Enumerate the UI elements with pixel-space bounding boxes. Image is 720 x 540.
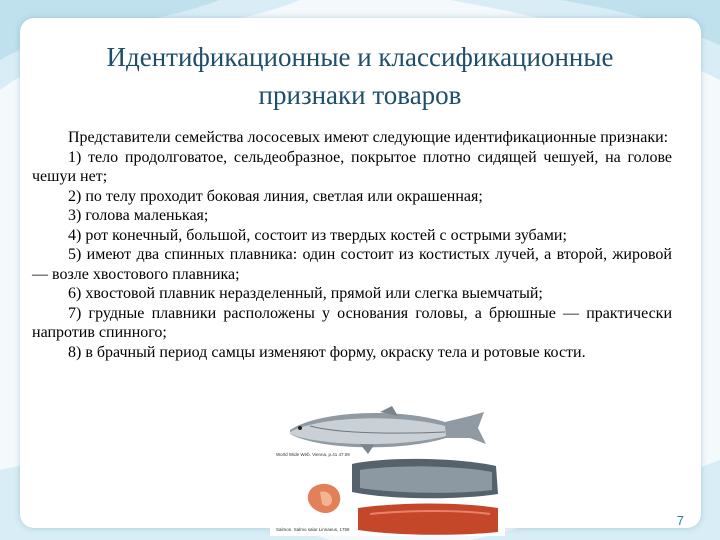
body-text — [32, 128, 672, 362]
feature-item-2: 2) по телу проходит боковая линия, светлая или окрашенная; — [68, 187, 483, 205]
caption-top: World Wide Web. Vienna, p.41 47.09 — [276, 452, 350, 457]
feature-item-1: 1) тело продолговатое, сельдеобразное, покрытое плотно сидящей чешуей, на голове чешуи нет; — [32, 148, 672, 185]
feature-item-7: 7) грудные плавники расположены у основания головы, а брюшные — практически напротив спинного; — [32, 304, 672, 341]
salmon-fillet-image — [352, 459, 498, 498]
feature-item-8: 8) в брачный период самцы изменяют форму, окраску тела и ротовые кости. — [68, 343, 586, 361]
title-line-1: Идентификационные и классификационные — [106, 42, 614, 72]
feature-item-6: 6) хвостовой плавник неразделенный, прямой или слегка выемчатый; — [68, 285, 543, 302]
caption-bottom: Salmon. Salmo salar Linnaeus, 1758 — [276, 527, 350, 532]
red-fillet-image — [358, 504, 498, 535]
title-line-2: признаки товаров — [258, 80, 462, 110]
slide-title — [40, 38, 680, 114]
feature-item-4: 4) рот конечный, большой, состоит из твердых костей с острыми зубами; — [68, 226, 567, 244]
intro-paragraph: Представители семейства лососевых имеют следующие идентификационные признаки: — [68, 129, 669, 146]
feature-item-5: 5) имеют два спинных плавника: один состоит из костистых лучей, а второй, жировой — возле хвостового плавника; — [32, 246, 672, 283]
feature-item-3: 3) голова маленькая; — [68, 207, 209, 224]
salmon-photo — [270, 404, 505, 536]
page-number: 7 — [676, 513, 684, 528]
